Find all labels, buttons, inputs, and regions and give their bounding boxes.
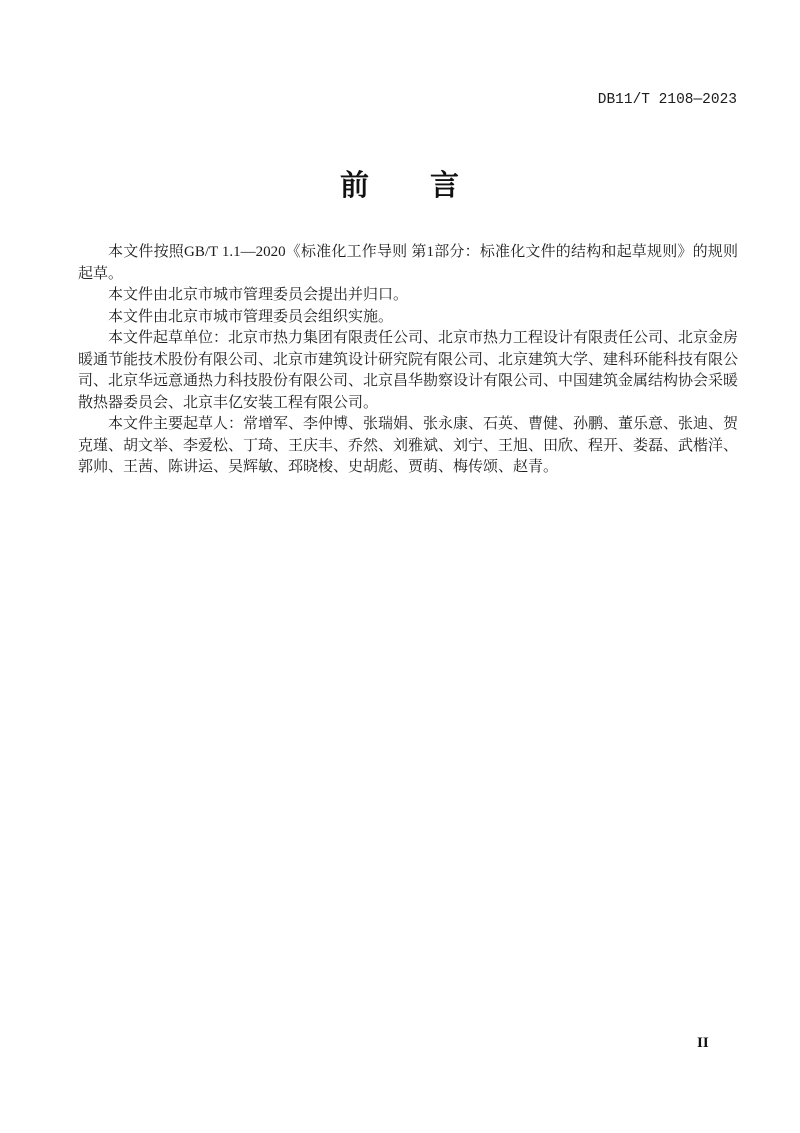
paragraph-main-drafters: 本文件主要起草人：常增军、李仲博、张瑞娟、张永康、石英、曹健、孙鹏、董乐意、张迪、贺克瑾、胡文举、李爱松、丁琦、王庆丰、乔然、刘雅斌、刘宁、王旭、田欣、程开、娄磊、武楷洋、郭帅、王茜、陈讲运、吴辉敏、邳晓梭、史胡彪、贾萌、梅传颂、赵青。 xyxy=(78,416,739,475)
standard-number: DB11/T 2108—2023 xyxy=(597,92,737,108)
page-number: II xyxy=(697,1035,709,1051)
paragraph-basis: 本文件按照GB/T 1.1—2020《标准化工作导则 第1部分：标准化文件的结构和起草规则》的规则起草。 xyxy=(78,244,738,282)
paragraph-drafting-organizations: 本文件起草单位：北京市热力集团有限责任公司、北京市热力工程设计有限责任公司、北京金房暖通节能技术股份有限公司、北京市建筑设计研究院有限公司、北京建筑大学、建科环能科技有限公司、北京华远意通热力科技股份有限公司、北京昌华勘察设计有限公司、中国建筑金属结构协会采暖散热器委员会、北京丰亿安装工程有限公司。 xyxy=(78,330,739,411)
paragraph-implemented-by: 本文件由北京市城市管理委员会组织实施。 xyxy=(108,308,394,325)
paragraph-proposed-by: 本文件由北京市城市管理委员会提出并归口。 xyxy=(108,287,409,303)
foreword-title: 前 言 xyxy=(339,170,460,202)
foreword-body xyxy=(78,242,738,479)
